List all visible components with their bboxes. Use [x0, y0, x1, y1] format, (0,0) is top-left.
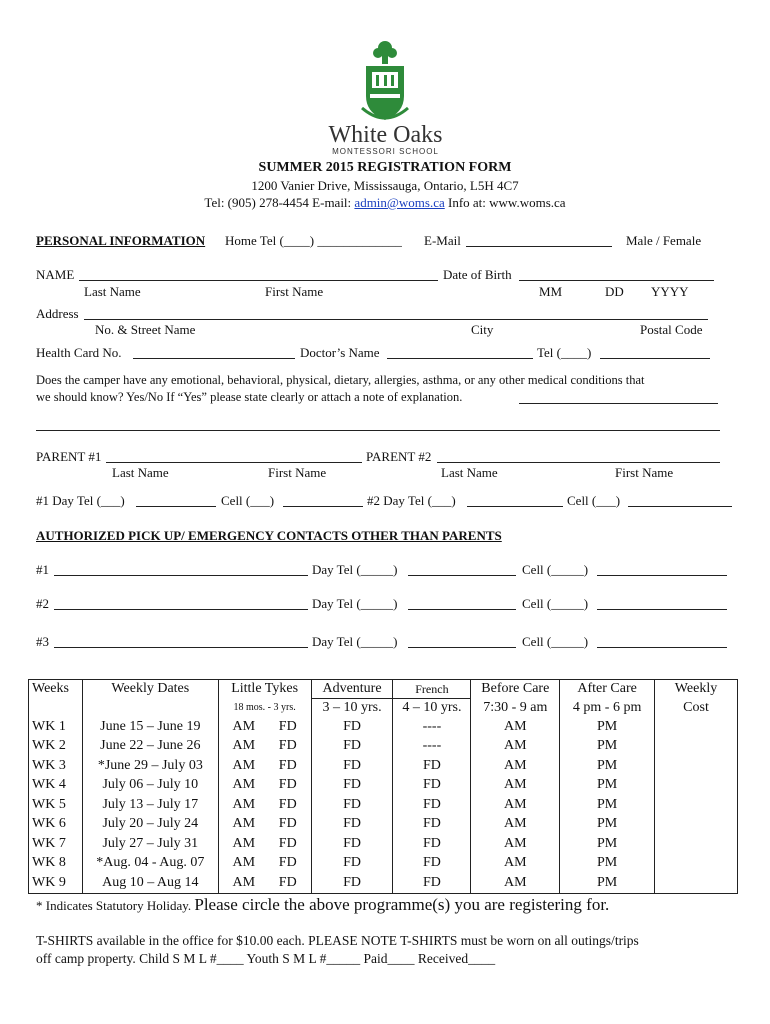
gender-field[interactable]: Male / Female — [626, 233, 702, 248]
french-cell[interactable]: FD — [393, 854, 471, 874]
little-tykes-fd[interactable]: FD — [278, 835, 297, 851]
email-line[interactable] — [466, 246, 612, 247]
schedule-row — [29, 873, 738, 893]
little-tykes-fd[interactable]: FD — [278, 874, 297, 890]
little-tykes-am[interactable]: AM — [232, 835, 256, 851]
adventure-cell[interactable]: FD — [311, 834, 393, 854]
dates-cell: July 06 – July 10 — [82, 776, 218, 796]
medical-question-1: Does the camper have any emotional, behavioral, physical, dietary, allergies, asthma, or any other medical conditions that — [36, 373, 645, 387]
before-care-cell[interactable]: AM — [471, 834, 560, 854]
dd-caption: DD — [605, 284, 624, 299]
french-cell[interactable]: FD — [393, 815, 471, 835]
adventure-cell[interactable]: FD — [311, 873, 393, 893]
contact-2-day-tel: Day Tel (_____) — [312, 596, 398, 611]
french-cell[interactable]: FD — [393, 756, 471, 776]
week-cell: WK 9 — [32, 874, 66, 890]
email-label: E-Mail — [424, 233, 461, 248]
postal-caption: Postal Code — [640, 322, 703, 337]
after-care-cell[interactable]: PM — [560, 834, 655, 854]
little-tykes-am[interactable]: AM — [232, 796, 256, 812]
email-link[interactable]: admin@woms.ca — [354, 195, 445, 210]
little-tykes-am[interactable]: AM — [232, 738, 256, 754]
contact-2-day-tel-line[interactable] — [408, 609, 516, 610]
week-cell: WK 5 — [32, 796, 66, 812]
cost-cell[interactable] — [655, 873, 738, 893]
schedule-header-row — [29, 680, 738, 699]
schedule-row — [29, 815, 738, 835]
tel-email-label: Tel: (905) 278-4454 E-mail: — [204, 195, 352, 210]
school-name: White Oaks — [328, 122, 443, 148]
contact-2-cell: Cell (_____) — [522, 596, 589, 611]
after-care-cell[interactable]: PM — [560, 717, 655, 737]
before-care-time: 7:30 - 9 am — [471, 699, 560, 718]
little-tykes-am[interactable]: AM — [232, 757, 256, 773]
little-tykes-fd[interactable]: FD — [278, 796, 297, 812]
little-tykes-cell[interactable] — [218, 854, 311, 874]
week-cell: WK 6 — [32, 816, 66, 832]
yyyy-caption: YYYY — [651, 284, 689, 299]
little-tykes-cell[interactable] — [218, 737, 311, 757]
contact-3-day-tel: Day Tel (_____) — [312, 634, 398, 649]
little-tykes-am[interactable]: AM — [232, 777, 256, 793]
dates-cell: *Aug. 04 - Aug. 07 — [82, 854, 218, 874]
after-care-cell[interactable]: PM — [560, 854, 655, 874]
doctor-tel-line[interactable] — [600, 358, 710, 359]
contact-3-label: #3 — [36, 634, 49, 649]
street-caption: No. & Street Name — [95, 322, 196, 337]
little-tykes-fd[interactable]: FD — [278, 718, 297, 734]
little-tykes-fd[interactable]: FD — [278, 777, 297, 793]
doctor-label: Doctor’s Name — [300, 345, 380, 360]
little-tykes-cell[interactable] — [218, 717, 311, 737]
cost-cell[interactable] — [655, 756, 738, 776]
p1-first-caption: First Name — [268, 465, 327, 480]
dates-cell: July 20 – July 24 — [82, 815, 218, 835]
schedule-subheader-row — [29, 699, 738, 718]
health-card-label: Health Card No. — [36, 345, 122, 360]
circle-instruction: Please circle the above programme(s) you are registering for. — [194, 895, 610, 914]
contact-2-label: #2 — [36, 596, 49, 611]
adventure-header: Adventure — [311, 680, 393, 699]
parent2-label: PARENT #2 — [366, 449, 432, 464]
before-care-cell[interactable]: AM — [471, 854, 560, 874]
dates-cell: *June 29 – July 03 — [82, 756, 218, 776]
french-cell[interactable]: ---- — [393, 737, 471, 757]
before-care-cell[interactable]: AM — [471, 776, 560, 796]
cost-header: Weekly — [655, 680, 738, 699]
tshirt-line-1: T-SHIRTS available in the office for $10.00 each. PLEASE NOTE T-SHIRTS must be worn on all outings/trips — [36, 933, 639, 948]
medical-question-2: we should know? Yes/No If “Yes” please state clearly or attach a note of explanation. — [36, 390, 463, 404]
before-care-cell[interactable]: AM — [471, 815, 560, 835]
adventure-cell[interactable]: FD — [311, 756, 393, 776]
before-care-cell[interactable]: AM — [471, 873, 560, 893]
schedule-row — [29, 795, 738, 815]
schedule-row — [29, 756, 738, 776]
p2-cell-line[interactable] — [628, 506, 732, 507]
first-name-caption: First Name — [265, 284, 324, 299]
after-care-cell[interactable]: PM — [560, 737, 655, 757]
contact-3-cell: Cell (_____) — [522, 634, 589, 649]
p1-day-tel-label: #1 Day Tel (___) — [36, 493, 125, 508]
schedule-table — [28, 679, 738, 894]
p2-cell-label: Cell (___) — [567, 493, 621, 508]
cost-cell[interactable] — [655, 815, 738, 835]
before-care-cell[interactable]: AM — [471, 737, 560, 757]
french-header: French — [393, 680, 471, 699]
info-text: Info at: www.woms.ca — [448, 195, 566, 210]
contacts-heading: AUTHORIZED PICK UP/ EMERGENCY CONTACTS OTHER THAN PARENTS — [36, 528, 502, 543]
little-tykes-header: Little Tykes — [218, 680, 311, 699]
adventure-cell[interactable]: FD — [311, 737, 393, 757]
adventure-cell[interactable]: FD — [311, 717, 393, 737]
little-tykes-am[interactable]: AM — [232, 855, 256, 871]
french-age: 4 – 10 yrs. — [393, 699, 471, 718]
little-tykes-cell[interactable] — [218, 776, 311, 796]
contact-1-cell: Cell (_____) — [522, 562, 589, 577]
after-care-cell[interactable]: PM — [560, 776, 655, 796]
week-cell: WK 8 — [32, 855, 66, 871]
weeks-header: Weeks — [32, 681, 69, 697]
schedule-row — [29, 737, 738, 757]
contact-1-label: #1 — [36, 562, 49, 577]
little-tykes-cell[interactable] — [218, 756, 311, 776]
school-logo — [318, 38, 453, 156]
schedule-body — [29, 717, 738, 893]
adventure-age: 3 – 10 yrs. — [311, 699, 393, 718]
p1-cell-label: Cell (___) — [221, 493, 275, 508]
little-tykes-cell[interactable] — [218, 815, 311, 835]
schedule-row — [29, 834, 738, 854]
contact-3-name-line[interactable] — [54, 647, 308, 648]
little-tykes-am[interactable]: AM — [232, 874, 256, 890]
french-cell[interactable]: FD — [393, 834, 471, 854]
after-care-cell[interactable]: PM — [560, 815, 655, 835]
p2-first-caption: First Name — [615, 465, 674, 480]
cost-cell[interactable] — [655, 737, 738, 757]
french-cell[interactable]: FD — [393, 873, 471, 893]
mm-caption: MM — [539, 284, 563, 299]
week-cell: WK 3 — [32, 757, 66, 773]
cost-header-2: Cost — [655, 699, 738, 718]
dates-cell: Aug 10 – Aug 14 — [82, 873, 218, 893]
cost-cell[interactable] — [655, 854, 738, 874]
little-tykes-cell[interactable] — [218, 873, 311, 893]
p1-cell-line[interactable] — [283, 506, 363, 507]
cost-cell[interactable] — [655, 834, 738, 854]
after-care-time: 4 pm - 6 pm — [560, 699, 655, 718]
crest-icon — [318, 38, 453, 123]
adventure-cell[interactable]: FD — [311, 854, 393, 874]
week-cell: WK 2 — [32, 738, 66, 754]
little-tykes-cell[interactable] — [218, 834, 311, 854]
contact-3-day-tel-line[interactable] — [408, 647, 516, 648]
dates-cell: June 22 – June 26 — [82, 737, 218, 757]
dates-header: Weekly Dates — [82, 680, 218, 699]
parent1-line[interactable] — [106, 462, 362, 463]
cost-cell[interactable] — [655, 795, 738, 815]
french-cell[interactable]: FD — [393, 776, 471, 796]
after-care-cell[interactable]: PM — [560, 795, 655, 815]
name-label: NAME — [36, 267, 75, 282]
cost-cell[interactable] — [655, 717, 738, 737]
name-line[interactable] — [79, 280, 438, 281]
little-tykes-am[interactable]: AM — [232, 816, 256, 832]
before-care-cell[interactable]: AM — [471, 717, 560, 737]
little-tykes-am[interactable]: AM — [232, 718, 256, 734]
p1-day-tel-line[interactable] — [136, 506, 216, 507]
address-line[interactable] — [84, 319, 708, 320]
contact-line — [0, 195, 770, 211]
adventure-cell[interactable]: FD — [311, 815, 393, 835]
p2-day-tel-label: #2 Day Tel (___) — [367, 493, 456, 508]
little-tykes-fd[interactable]: FD — [278, 855, 297, 871]
week-cell: WK 4 — [32, 777, 66, 793]
dates-cell: July 27 – July 31 — [82, 834, 218, 854]
parent2-line[interactable] — [437, 462, 720, 463]
form-title: SUMMER 2015 REGISTRATION FORM — [258, 160, 512, 175]
adventure-cell[interactable]: FD — [311, 795, 393, 815]
after-care-cell[interactable]: PM — [560, 873, 655, 893]
french-cell[interactable]: ---- — [393, 717, 471, 737]
little-tykes-age: 18 mos. - 3 yrs. — [218, 699, 311, 718]
doctor-line[interactable] — [387, 358, 533, 359]
p2-day-tel-line[interactable] — [467, 506, 563, 507]
dates-cell: June 15 – June 19 — [82, 717, 218, 737]
adventure-cell[interactable]: FD — [311, 776, 393, 796]
health-card-line[interactable] — [133, 358, 295, 359]
last-name-caption: Last Name — [84, 284, 141, 299]
little-tykes-fd[interactable]: FD — [278, 816, 297, 832]
dob-line[interactable] — [519, 280, 714, 281]
after-care-cell[interactable]: PM — [560, 756, 655, 776]
little-tykes-fd[interactable]: FD — [278, 757, 297, 773]
cost-cell[interactable] — [655, 776, 738, 796]
schedule-row — [29, 854, 738, 874]
personal-heading: PERSONAL INFORMATION — [36, 233, 206, 248]
contact-1-name-line[interactable] — [54, 575, 308, 576]
medical-line-2[interactable] — [36, 430, 720, 431]
week-cell: WK 1 — [32, 718, 66, 734]
week-cell: WK 7 — [32, 835, 66, 851]
doctor-tel-label: Tel (____) — [537, 345, 592, 360]
dob-label: Date of Birth — [443, 267, 512, 282]
schedule-row — [29, 717, 738, 737]
dates-cell: July 13 – July 17 — [82, 795, 218, 815]
little-tykes-cell[interactable] — [218, 795, 311, 815]
contact-1-day-tel: Day Tel (_____) — [312, 562, 398, 577]
holiday-note: * Indicates Statutory Holiday. — [36, 898, 192, 913]
before-care-cell[interactable]: AM — [471, 756, 560, 776]
before-care-header: Before Care — [471, 680, 560, 699]
address-label: Address — [36, 306, 79, 321]
contact-2-cell-line[interactable] — [597, 609, 727, 610]
medical-line-1[interactable] — [519, 403, 718, 404]
schedule-row — [29, 776, 738, 796]
contact-1-day-tel-line[interactable] — [408, 575, 516, 576]
home-tel-field[interactable]: Home Tel (____) _____________ — [225, 233, 402, 248]
footer-note — [36, 895, 609, 915]
parent1-label: PARENT #1 — [36, 449, 102, 464]
school-subtitle: MONTESSORI SCHOOL — [332, 147, 439, 156]
french-cell[interactable]: FD — [393, 795, 471, 815]
tshirt-line-2: off camp property. Child S M L #____ Youth S M L #_____ Paid____ Received____ — [36, 951, 496, 966]
before-care-cell[interactable]: AM — [471, 795, 560, 815]
little-tykes-fd[interactable]: FD — [278, 738, 297, 754]
contact-2-name-line[interactable] — [54, 609, 308, 610]
contact-3-cell-line[interactable] — [597, 647, 727, 648]
contact-1-cell-line[interactable] — [597, 575, 727, 576]
p2-last-caption: Last Name — [441, 465, 498, 480]
after-care-header: After Care — [560, 680, 655, 699]
city-caption: City — [471, 322, 494, 337]
school-address: 1200 Vanier Drive, Mississauga, Ontario, L5H 4C7 — [251, 178, 519, 193]
p1-last-caption: Last Name — [112, 465, 169, 480]
